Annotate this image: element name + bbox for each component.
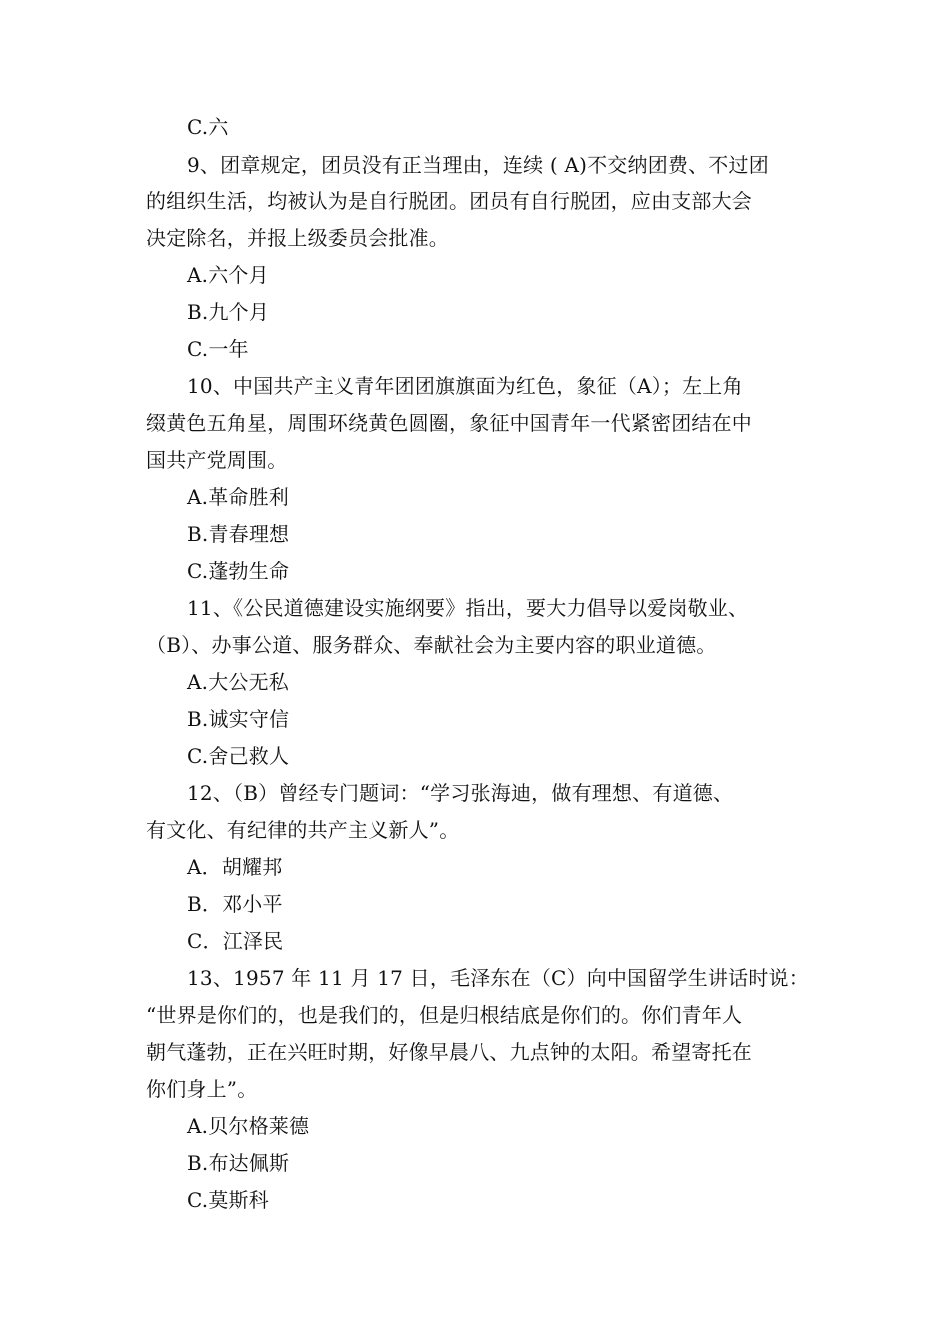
question-line: 决定除名，并报上级委员会批准。 (146, 226, 449, 250)
question-line: 9、团章规定，团员没有正当理由，连续 ( A)不交纳团费、不过团 (187, 153, 769, 177)
option-line: C．江泽民 (187, 929, 284, 953)
option-line: A.大公无私 (187, 670, 290, 694)
question-line: 朝气蓬勃，正在兴旺时期，好像早晨八、九点钟的太阳。希望寄托在 (146, 1040, 752, 1064)
question-line: 的组织生活，均被认为是自行脱团。团员有自行脱团，应由支部大会 (146, 189, 752, 213)
option-line: C.六 (187, 115, 229, 139)
option-line: A.贝尔格莱德 (187, 1114, 310, 1138)
question-line: 缀黄色五角星，周围环绕黄色圆圈，象征中国青年一代紧密团结在中 (146, 411, 752, 435)
option-line: A.革命胜利 (187, 485, 290, 509)
question-line: 11、《公民道德建设实施纲要》指出，要大力倡导以爱岗敬业、 (187, 596, 749, 620)
question-line: 有文化、有纪律的共产主义新人”。 (146, 818, 460, 842)
option-line: B.诚实守信 (187, 707, 290, 731)
question-line: “世界是你们的，也是我们的，但是归根结底是你们的。你们青年人 (146, 1003, 743, 1027)
option-line: A.六个月 (187, 263, 269, 287)
question-line: 13、1957 年 11 月 17 日，毛泽东在（C）向中国留学生讲话时说： (187, 966, 809, 990)
option-line: C.舍己救人 (187, 744, 290, 768)
question-line: 国共产党周围。 (146, 448, 288, 472)
option-line: C.一年 (187, 337, 249, 361)
option-line: C.蓬勃生命 (187, 559, 290, 583)
question-line: （B）、办事公道、服务群众、奉献社会为主要内容的职业道德。 (146, 633, 717, 657)
question-line: 10、中国共产主义青年团团旗旗面为红色，象征（A）；左上角 (187, 374, 743, 398)
option-line: B.青春理想 (187, 522, 290, 546)
question-line: 12、（B）曾经专门题词：“学习张海迪，做有理想、有道德、 (187, 781, 734, 805)
option-line: B.九个月 (187, 300, 270, 324)
option-line: B.布达佩斯 (187, 1151, 290, 1175)
option-line: B．邓小平 (187, 892, 283, 916)
question-line: 你们身上”。 (146, 1077, 258, 1101)
option-line: C.莫斯科 (187, 1188, 269, 1212)
option-line: A．胡耀邦 (187, 855, 283, 879)
